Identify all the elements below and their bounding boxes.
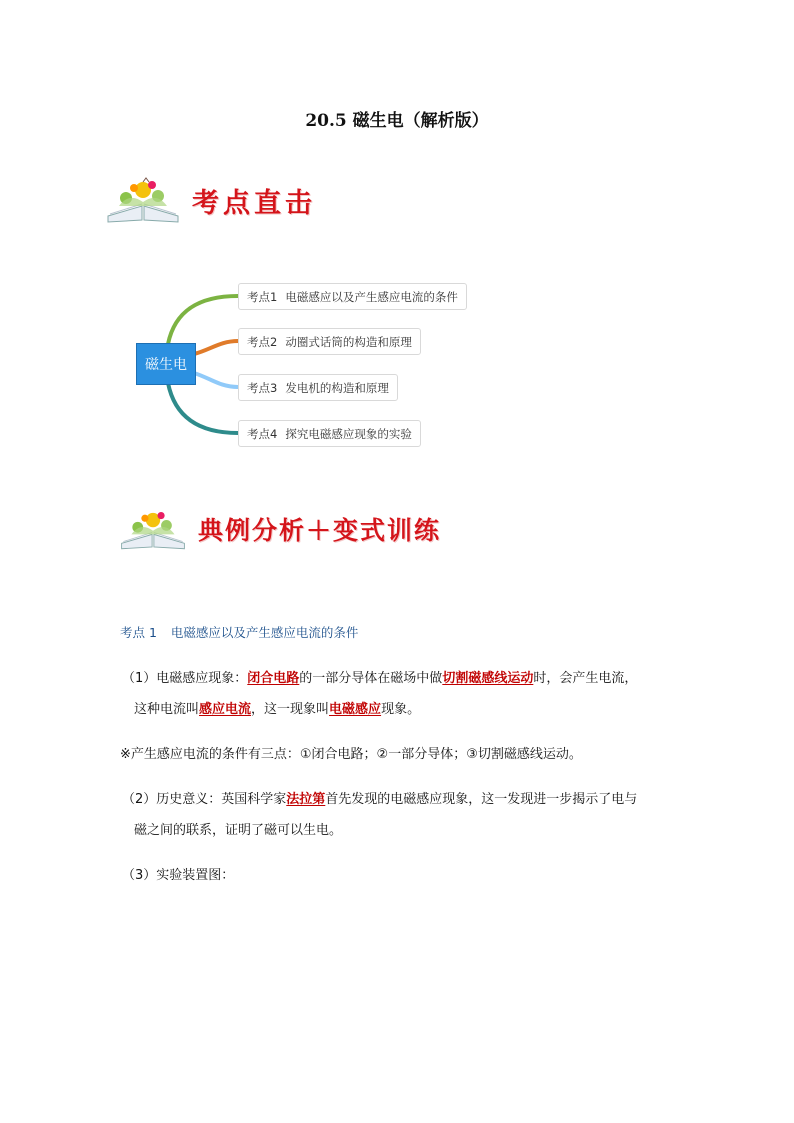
node-text: 发电机的构造和原理 — [285, 380, 389, 395]
paragraph-history-line-2: 磁之间的联系，证明了磁可以生电。 — [134, 823, 343, 838]
highlight: 法拉第 — [286, 792, 326, 807]
paragraph-history — [122, 788, 637, 807]
node-key: 考点2 — [247, 334, 278, 349]
text: 这种电流叫 — [134, 702, 200, 717]
node-key: 考点4 — [247, 426, 278, 441]
text: （2）历史意义：英国科学家 — [122, 792, 287, 807]
node-key: 考点1 — [247, 289, 278, 304]
node-key: 考点3 — [247, 380, 278, 395]
mindmap-node-4 — [238, 420, 421, 447]
text: 首先发现的电磁感应现象，这一发现进一步揭示了电与 — [325, 792, 638, 807]
paragraph-1-line-2 — [134, 698, 420, 717]
banner-title: 典例分析＋变式训练 — [198, 516, 442, 545]
mindmap-node-2 — [238, 328, 421, 355]
node-text: 电磁感应以及产生感应电流的条件 — [285, 289, 458, 304]
banner-examples — [118, 506, 441, 552]
mindmap-node-1 — [238, 283, 467, 310]
page-title: 20.5 磁生电（解析版） — [305, 111, 489, 131]
section-heading — [120, 623, 358, 641]
paragraph-1 — [122, 667, 637, 686]
text: 现象。 — [381, 702, 421, 717]
section-number: 考点 1 — [120, 625, 157, 640]
mindmap-node-3 — [238, 374, 398, 401]
highlight: 切割磁感线运动 — [442, 671, 534, 686]
highlight: 闭合电路 — [247, 671, 300, 686]
book-flowers-icon — [118, 506, 188, 552]
text: ，这一现象叫 — [251, 702, 330, 717]
node-text: 动圈式话筒的构造和原理 — [285, 334, 412, 349]
text: 的一部分导体在磁场中做 — [299, 671, 443, 686]
mindmap — [120, 270, 480, 460]
paragraph-conditions: ※产生感应电流的条件有三点：①闭合电路；②一部分导体；③切割磁感线运动。 — [120, 747, 582, 762]
banner-title: 考点直击 — [192, 187, 316, 219]
text: 时，会产生电流， — [533, 671, 638, 686]
paragraph-apparatus: （3）实验装置图： — [122, 868, 235, 883]
banner-key-points — [104, 176, 316, 224]
mindmap-root: 磁生电 — [136, 343, 196, 385]
highlight: 感应电流 — [199, 702, 252, 717]
text: （1）电磁感应现象： — [122, 671, 248, 686]
section-title: 电磁感应以及产生感应电流的条件 — [170, 625, 359, 640]
node-text: 探究电磁感应现象的实验 — [285, 426, 412, 441]
highlight: 电磁感应 — [329, 702, 382, 717]
book-flowers-icon — [104, 176, 182, 224]
